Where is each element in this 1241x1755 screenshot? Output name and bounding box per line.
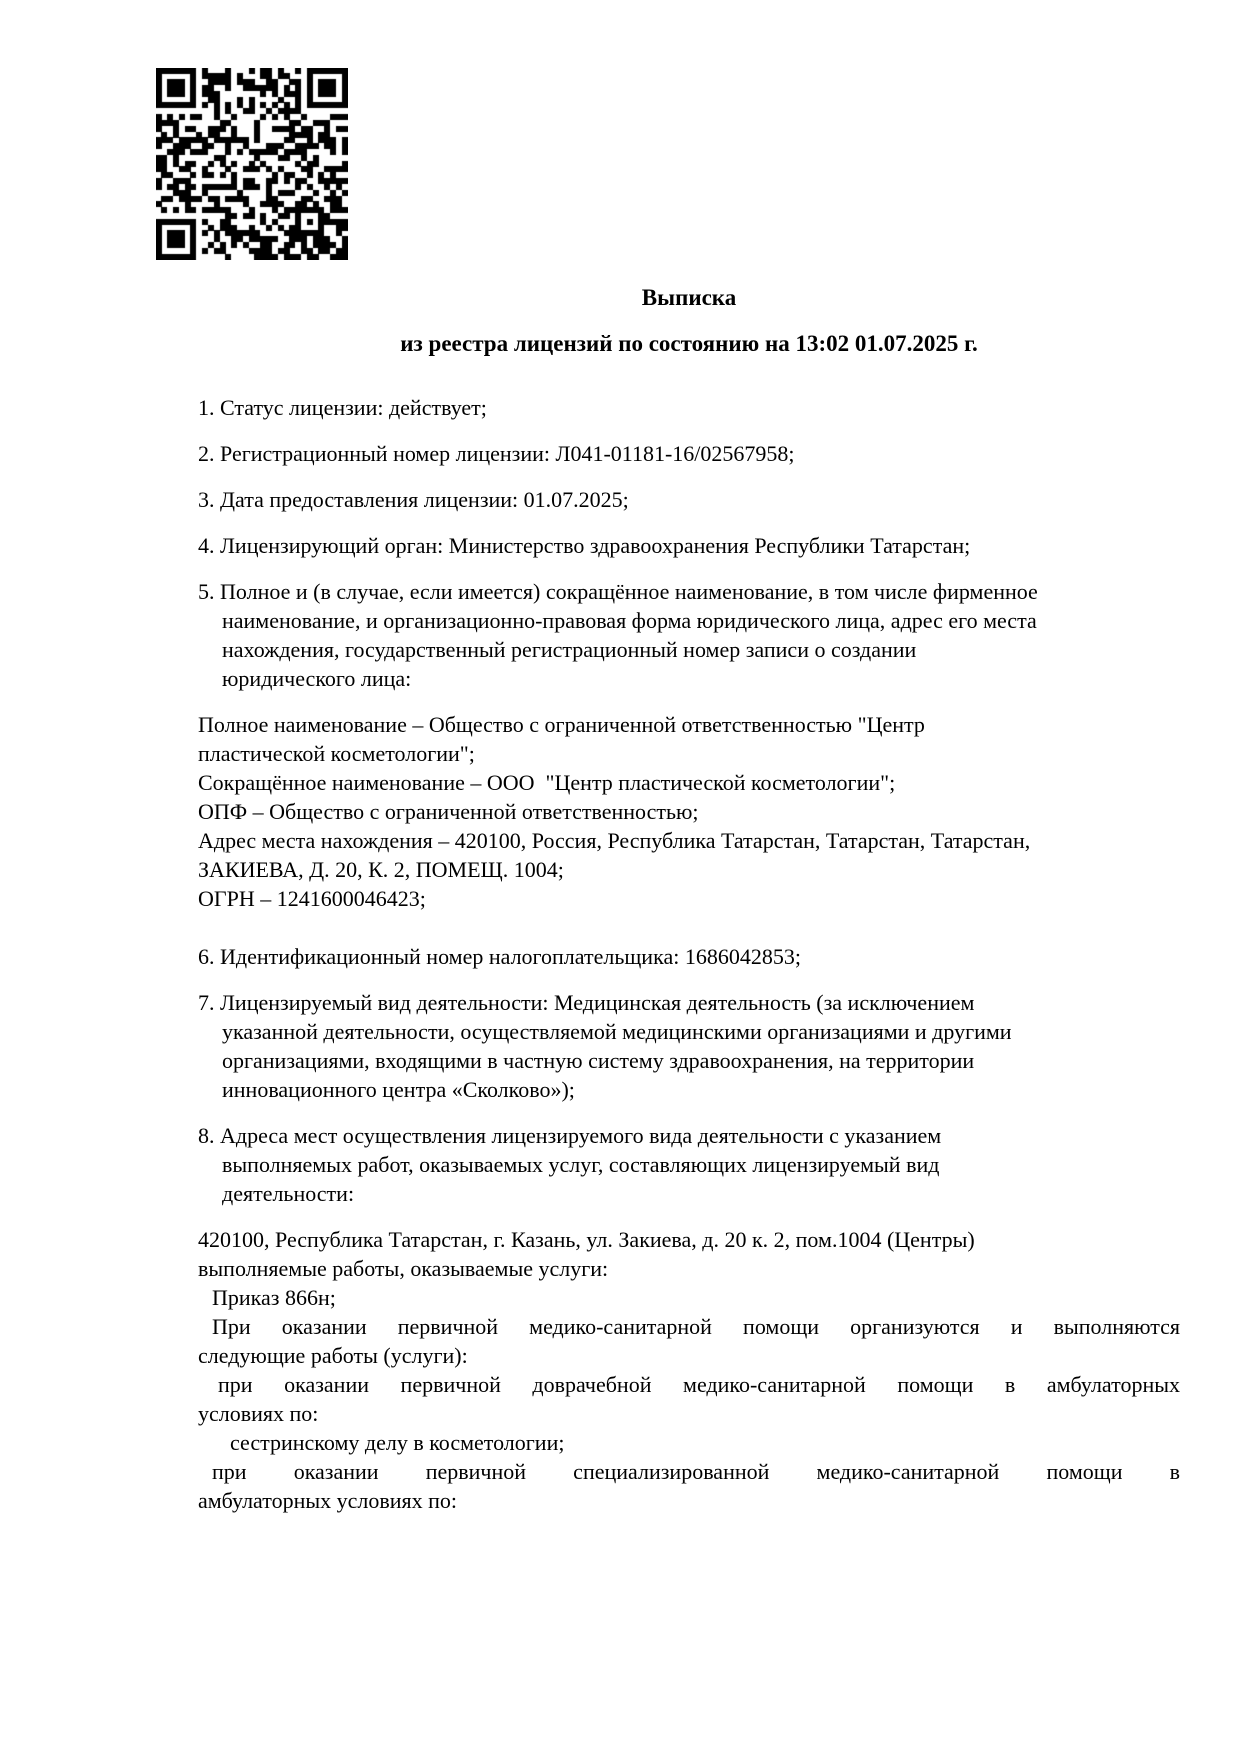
text-line: Адрес места нахождения – 420100, Россия, Республика Татарстан, Татарстан, Татарстан, xyxy=(198,828,1031,853)
order-reference: Приказ 866н; xyxy=(212,1285,336,1310)
text-line: при оказании первичной специализированной медико-санитарной помощи в xyxy=(212,1459,1180,1484)
text-line: амбулаторных условиях по: xyxy=(198,1488,458,1513)
text-line: ЗАКИЕВА, Д. 20, К. 2, ПОМЕЩ. 1004; xyxy=(198,857,564,882)
activity-address: 420100, Республика Татарстан, г. Казань, ул. Закиева, д. 20 к. 2, пом.1004 (Центры) xyxy=(198,1227,975,1252)
text-line: нахождения, государственный регистрационный номер записи о создании xyxy=(222,637,917,662)
text-line: ОГРН – 1241600046423; xyxy=(198,886,426,911)
text-line: 8. Адреса мест осуществления лицензируемого вида деятельности с указанием xyxy=(198,1123,942,1148)
text-line: выполняемых работ, оказываемых услуг, составляющих лицензируемый вид xyxy=(222,1152,940,1177)
license-item-org-name-heading xyxy=(198,577,1180,693)
organization-details xyxy=(198,710,1180,913)
qr-code xyxy=(156,68,348,260)
text-line: 3. Дата предоставления лицензии: 01.07.2025; xyxy=(198,487,629,512)
text-line: Сокращённое наименование – ООО "Центр пластической косметологии"; xyxy=(198,770,896,795)
text-line: 7. Лицензируемый вид деятельности: Медицинская деятельность (за исключением xyxy=(198,990,975,1015)
license-item-grant-date xyxy=(198,485,1180,514)
license-item-status xyxy=(198,393,1180,422)
works-label: выполняемые работы, оказываемые услуги: xyxy=(198,1256,609,1281)
document-content xyxy=(198,283,1180,1515)
document-title: Выписка xyxy=(641,285,737,310)
text-line: деятельности: xyxy=(222,1181,355,1206)
works-and-services xyxy=(198,1225,1180,1515)
text-line: наименование, и организационно-правовая форма юридического лица, адрес его места xyxy=(222,608,1037,633)
license-item-reg-number xyxy=(198,439,1180,468)
text-line: при оказании первичной доврачебной медико-санитарной помощи в амбулаторных xyxy=(218,1372,1180,1397)
text-line: 2. Регистрационный номер лицензии: Л041-01181-16/02567958; xyxy=(198,441,795,466)
text-line: следующие работы (услуги): xyxy=(198,1343,468,1368)
text-line: условиях по: xyxy=(198,1401,319,1426)
text-line: ОПФ – Общество с ограниченной ответственностью; xyxy=(198,799,699,824)
text-line: 1. Статус лицензии: действует; xyxy=(198,395,487,420)
license-item-inn xyxy=(198,942,1180,971)
text-line: юридического лица: xyxy=(222,666,412,691)
text-line: сестринскому делу в косметологии; xyxy=(230,1430,565,1455)
text-line: пластической косметологии"; xyxy=(198,741,475,766)
text-line: 4. Лицензирующий орган: Министерство здравоохранения Республики Татарстан; xyxy=(198,533,971,558)
title-block xyxy=(198,283,1180,359)
text-line: инновационного центра «Сколково»); xyxy=(222,1077,575,1102)
license-item-addresses-heading xyxy=(198,1121,1180,1208)
license-item-authority xyxy=(198,531,1180,560)
text-line: Полное наименование – Общество с ограниченной ответственностью "Центр xyxy=(198,712,925,737)
document-subtitle: из реестра лицензий по состоянию на 13:02 01.07.2025 г. xyxy=(400,331,978,356)
license-item-activity-type xyxy=(198,988,1180,1104)
text-line: При оказании первичной медико-санитарной помощи организуются и выполняются xyxy=(212,1314,1180,1339)
text-line: 5. Полное и (в случае, если имеется) сокращённое наименование, в том числе фирменное xyxy=(198,579,1038,604)
text-line: 6. Идентификационный номер налогоплательщика: 1686042853; xyxy=(198,944,801,969)
text-line: указанной деятельности, осуществляемой медицинскими организациями и другими xyxy=(222,1019,1012,1044)
text-line: организациями, входящими в частную систему здравоохранения, на территории xyxy=(222,1048,975,1073)
